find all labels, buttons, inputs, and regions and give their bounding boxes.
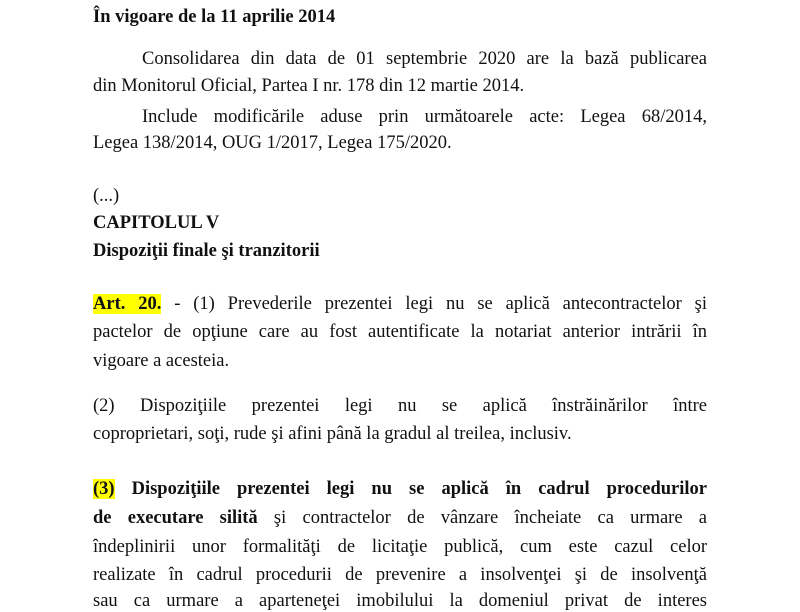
article-20-para-2-line-1: (2) Dispoziţiile prezentei legi nu se aplică înstrăinărilor între [93,396,707,416]
article-20-para-1-line-2: pactelor de opţiune care au fost autentificate la notariat anterior intrării în [93,322,707,342]
chapter-title: Dispoziţii finale şi tranzitorii [93,241,320,261]
amendments-note-line-2: Legea 138/2014, OUG 1/2017, Legea 175/2020. [93,133,452,153]
ellipsis: (...) [93,186,120,206]
amendments-note-line-1: Include modificările aduse prin următoarele acte: Legea 68/2014, [142,107,707,127]
article-20-para-3-line-3: îndeplinirii unor formalităţi de licitaţie publică, cum este cazul celor [93,537,707,557]
article-label: Art. 20. [93,294,162,314]
consolidation-note-line-1: Consolidarea din data de 01 septembrie 2020 are la bază publicarea [142,49,707,69]
para-3-label: (3) [93,479,115,499]
article-20-para-3-line-5: sau ca urmare a aparteneţei imobilului la domeniul privat de interes [93,591,707,611]
consolidation-note-line-2: din Monitorul Oficial, Partea I nr. 178 din 12 martie 2014. [93,76,525,96]
article-20-para-1-line-1: Art. 20. - (1) Prevederile prezentei legi nu se aplică antecontractelor şi [93,294,707,314]
in-force-date: În vigoare de la 11 aprilie 2014 [93,7,336,27]
chapter-number: CAPITOLUL V [93,213,220,233]
article-20-para-3-line-1: (3) Dispoziţiile prezentei legi nu se aplică în cadrul procedurilor [93,479,707,499]
article-20-para-3-line-2: de executare silită şi contractelor de vânzare încheiate ca urmare a [93,508,707,528]
article-20-para-1-line-3: vigoare a acesteia. [93,351,230,371]
article-20-para-3-line-4: realizate în cadrul procedurii de prevenire a insolvenţei şi de insolvenţă [93,565,707,585]
article-20-para-2-line-2: coproprietari, soţi, rude şi afini până la gradul al treilea, inclusiv. [93,424,572,444]
